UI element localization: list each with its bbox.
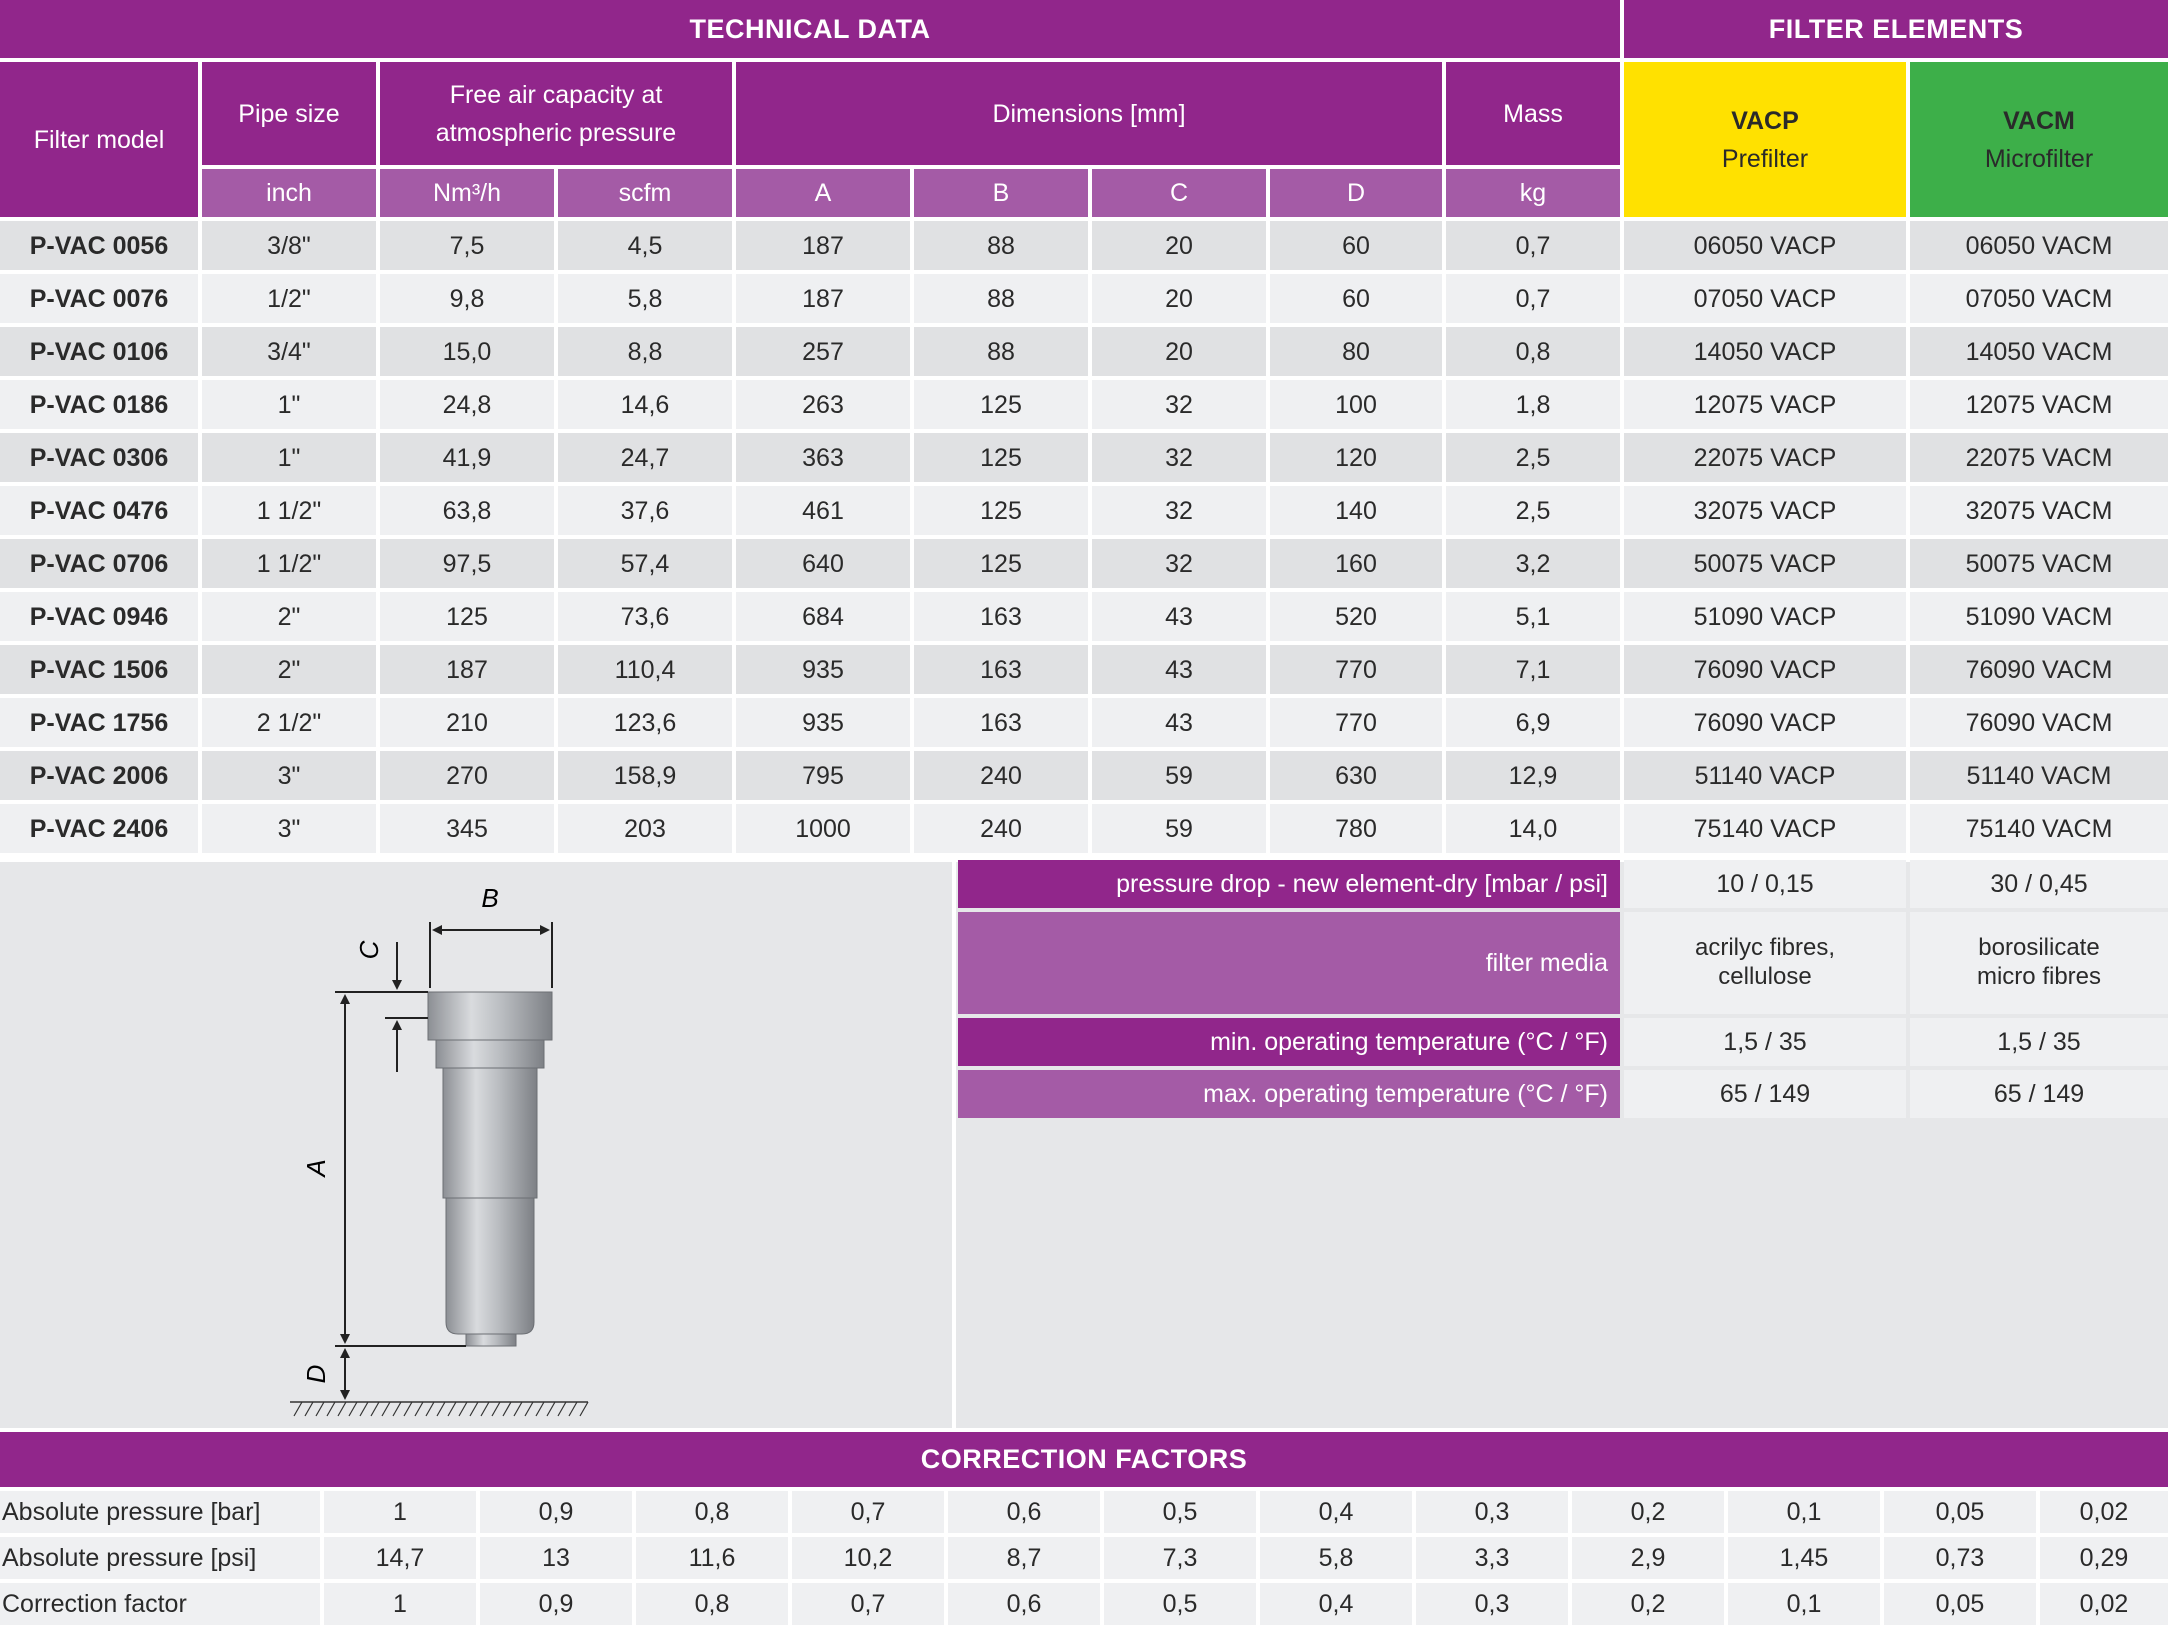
unit-b: B [914, 169, 1088, 217]
cell-model: P-VAC 0076 [0, 274, 198, 323]
cell-dim-d: 770 [1270, 698, 1442, 747]
cell-scfm: 37,6 [558, 486, 732, 535]
dim-label-c: C [354, 940, 384, 960]
correction-value: 0,5 [1104, 1583, 1256, 1625]
cell-model: P-VAC 0106 [0, 327, 198, 376]
cell-dim-a: 187 [736, 221, 910, 270]
cell-dim-a: 1000 [736, 804, 910, 853]
filter-elements-title: FILTER ELEMENTS [1624, 0, 2168, 58]
cell-pipe-size: 2" [202, 592, 376, 641]
cell-vacm-element: 51090 VACM [1910, 592, 2168, 641]
vacp-title: VACP [1731, 106, 1799, 135]
cell-vacp-element: 14050 VACP [1624, 327, 1906, 376]
vacm-title: VACM [2003, 106, 2075, 135]
cell-dim-b: 88 [914, 327, 1088, 376]
cell-dim-a: 935 [736, 698, 910, 747]
vacp-header [1624, 62, 1906, 217]
spec-filter-media-label: filter media [958, 912, 1620, 1014]
cell-vacm-element: 75140 VACM [1910, 804, 2168, 853]
cell-nm3h: 9,8 [380, 274, 554, 323]
cell-nm3h: 15,0 [380, 327, 554, 376]
unit-nm3h: Nm³/h [380, 169, 554, 217]
correction-value: 0,8 [636, 1583, 788, 1625]
cell-model: P-VAC 0706 [0, 539, 198, 588]
cell-dim-d: 60 [1270, 221, 1442, 270]
cell-vacm-element: 06050 VACM [1910, 221, 2168, 270]
correction-value: 1 [324, 1491, 476, 1533]
correction-value: 0,29 [2040, 1537, 2168, 1579]
correction-value: 0,8 [636, 1491, 788, 1533]
cell-dim-a: 257 [736, 327, 910, 376]
cell-nm3h: 187 [380, 645, 554, 694]
cell-dim-b: 125 [914, 380, 1088, 429]
spec-min-temp-vacp: 1,5 / 35 [1624, 1018, 1906, 1066]
cell-dim-b: 125 [914, 433, 1088, 482]
cell-mass: 6,9 [1446, 698, 1620, 747]
cell-model: P-VAC 0056 [0, 221, 198, 270]
cell-dim-d: 140 [1270, 486, 1442, 535]
cell-mass: 1,8 [1446, 380, 1620, 429]
cell-nm3h: 210 [380, 698, 554, 747]
cell-pipe-size: 1/2" [202, 274, 376, 323]
cell-model: P-VAC 0946 [0, 592, 198, 641]
cell-model: P-VAC 0186 [0, 380, 198, 429]
cell-vacp-element: 12075 VACP [1624, 380, 1906, 429]
cell-dim-c: 32 [1092, 380, 1266, 429]
cell-dim-a: 684 [736, 592, 910, 641]
cell-scfm: 158,9 [558, 751, 732, 800]
capacity-header-line1: Free air capacity at [449, 80, 663, 109]
cell-vacp-element: 76090 VACP [1624, 645, 1906, 694]
cell-dim-c: 20 [1092, 274, 1266, 323]
correction-value: 0,73 [1884, 1537, 2036, 1579]
cell-mass: 0,7 [1446, 221, 1620, 270]
vacp-subtitle: Prefilter [1721, 144, 1809, 173]
cell-nm3h: 41,9 [380, 433, 554, 482]
spec-filter-media-vacm: borosilicate micro fibres [1910, 912, 2168, 1014]
cell-scfm: 5,8 [558, 274, 732, 323]
spec-pressure-drop-label: pressure drop - new element-dry [mbar / psi] [958, 860, 1620, 908]
diagram-panel [0, 862, 952, 1428]
correction-value: 5,8 [1260, 1537, 1412, 1579]
cell-mass: 3,2 [1446, 539, 1620, 588]
cell-vacm-element: 76090 VACM [1910, 645, 2168, 694]
cell-dim-a: 363 [736, 433, 910, 482]
filter-housing-shape [428, 992, 552, 1346]
cell-pipe-size: 3/8" [202, 221, 376, 270]
cell-dim-d: 100 [1270, 380, 1442, 429]
correction-value: 0,3 [1416, 1583, 1568, 1625]
cell-dim-b: 88 [914, 274, 1088, 323]
correction-value: 0,02 [2040, 1491, 2168, 1533]
cell-dim-d: 630 [1270, 751, 1442, 800]
correction-value: 0,2 [1572, 1583, 1724, 1625]
unit-inch: inch [202, 169, 376, 217]
capacity-header-line2: atmospheric pressure [435, 118, 677, 147]
cell-dim-b: 163 [914, 698, 1088, 747]
cell-vacp-element: 32075 VACP [1624, 486, 1906, 535]
cell-dim-c: 59 [1092, 751, 1266, 800]
cell-mass: 7,1 [1446, 645, 1620, 694]
cell-dim-c: 59 [1092, 804, 1266, 853]
unit-scfm: scfm [558, 169, 732, 217]
correction-value: 7,3 [1104, 1537, 1256, 1579]
cell-scfm: 57,4 [558, 539, 732, 588]
correction-value: 0,1 [1728, 1491, 1880, 1533]
vacm-header [1910, 62, 2168, 217]
cell-pipe-size: 3" [202, 804, 376, 853]
cell-dim-c: 32 [1092, 539, 1266, 588]
cell-dim-c: 20 [1092, 327, 1266, 376]
cell-mass: 14,0 [1446, 804, 1620, 853]
cell-dim-b: 240 [914, 751, 1088, 800]
cell-dim-b: 163 [914, 592, 1088, 641]
cell-pipe-size: 1 1/2" [202, 486, 376, 535]
spec-max-temp-vacm: 65 / 149 [1910, 1070, 2168, 1118]
cell-vacm-element: 32075 VACM [1910, 486, 2168, 535]
cell-mass: 2,5 [1446, 433, 1620, 482]
spec-max-temp-label: max. operating temperature (°C / °F) [958, 1070, 1620, 1118]
cell-vacp-element: 50075 VACP [1624, 539, 1906, 588]
cell-nm3h: 345 [380, 804, 554, 853]
cell-dim-d: 770 [1270, 645, 1442, 694]
unit-a: A [736, 169, 910, 217]
cell-pipe-size: 1" [202, 380, 376, 429]
cell-pipe-size: 3/4" [202, 327, 376, 376]
cell-scfm: 24,7 [558, 433, 732, 482]
cell-dim-b: 163 [914, 645, 1088, 694]
dim-label-a: A [301, 1159, 331, 1177]
cell-vacm-element: 51140 VACM [1910, 751, 2168, 800]
cell-dim-a: 461 [736, 486, 910, 535]
cell-dim-a: 640 [736, 539, 910, 588]
cell-dim-a: 935 [736, 645, 910, 694]
correction-value: 1 [324, 1583, 476, 1625]
cell-dim-d: 780 [1270, 804, 1442, 853]
correction-value: 0,7 [792, 1583, 944, 1625]
correction-value: 0,7 [792, 1491, 944, 1533]
cell-dim-a: 187 [736, 274, 910, 323]
filter-housing-diagram [0, 862, 952, 1428]
cell-dim-d: 60 [1270, 274, 1442, 323]
cell-vacm-element: 50075 VACM [1910, 539, 2168, 588]
cell-mass: 0,8 [1446, 327, 1620, 376]
correction-value: 0,4 [1260, 1491, 1412, 1533]
cell-mass: 0,7 [1446, 274, 1620, 323]
cell-dim-c: 32 [1092, 486, 1266, 535]
filter-model-header: Filter model [0, 62, 198, 217]
correction-value: 0,02 [2040, 1583, 2168, 1625]
cell-dim-d: 160 [1270, 539, 1442, 588]
spec-max-temp-vacp: 65 / 149 [1624, 1070, 1906, 1118]
cell-nm3h: 270 [380, 751, 554, 800]
spec-pressure-drop-vacp: 10 / 0,15 [1624, 860, 1906, 908]
cell-dim-b: 240 [914, 804, 1088, 853]
cell-pipe-size: 1 1/2" [202, 539, 376, 588]
cell-nm3h: 97,5 [380, 539, 554, 588]
cell-mass: 12,9 [1446, 751, 1620, 800]
correction-value: 8,7 [948, 1537, 1100, 1579]
cell-vacp-element: 76090 VACP [1624, 698, 1906, 747]
cell-model: P-VAC 1756 [0, 698, 198, 747]
cell-model: P-VAC 2406 [0, 804, 198, 853]
correction-value: 0,9 [480, 1491, 632, 1533]
spec-pressure-drop-vacm: 30 / 0,45 [1910, 860, 2168, 908]
correction-value: 3,3 [1416, 1537, 1568, 1579]
cell-dim-d: 80 [1270, 327, 1442, 376]
correction-value: 0,2 [1572, 1491, 1724, 1533]
cell-dim-b: 125 [914, 486, 1088, 535]
cell-vacm-element: 07050 VACM [1910, 274, 2168, 323]
cell-scfm: 14,6 [558, 380, 732, 429]
dim-label-b: B [481, 883, 499, 913]
cell-mass: 2,5 [1446, 486, 1620, 535]
spec-filter-media-vacp: acrilyc fibres, cellulose [1624, 912, 1906, 1014]
correction-value: 0,05 [1884, 1583, 2036, 1625]
correction-value: 0,5 [1104, 1491, 1256, 1533]
cell-vacm-element: 22075 VACM [1910, 433, 2168, 482]
correction-value: 1,45 [1728, 1537, 1880, 1579]
cell-vacp-element: 22075 VACP [1624, 433, 1906, 482]
cell-nm3h: 7,5 [380, 221, 554, 270]
correction-value: 13 [480, 1537, 632, 1579]
unit-d: D [1270, 169, 1442, 217]
unit-kg: kg [1446, 169, 1620, 217]
cell-vacm-element: 12075 VACM [1910, 380, 2168, 429]
cell-dim-c: 43 [1092, 645, 1266, 694]
correction-value: 2,9 [1572, 1537, 1724, 1579]
cell-pipe-size: 3" [202, 751, 376, 800]
vacm-subtitle: Microfilter [1984, 144, 2094, 173]
technical-data-title: TECHNICAL DATA [0, 0, 1620, 58]
cell-dim-c: 32 [1092, 433, 1266, 482]
spec-min-temp-label: min. operating temperature (°C / °F) [958, 1018, 1620, 1066]
cell-dim-d: 520 [1270, 592, 1442, 641]
cell-nm3h: 125 [380, 592, 554, 641]
cell-dim-b: 125 [914, 539, 1088, 588]
cell-pipe-size: 2" [202, 645, 376, 694]
cell-dim-a: 263 [736, 380, 910, 429]
cell-nm3h: 63,8 [380, 486, 554, 535]
pipe-size-header: Pipe size [202, 62, 376, 165]
correction-value: 0,6 [948, 1583, 1100, 1625]
correction-value: 0,9 [480, 1583, 632, 1625]
cell-vacm-element: 76090 VACM [1910, 698, 2168, 747]
correction-row-label: Absolute pressure [bar] [0, 1491, 320, 1533]
correction-value: 0,4 [1260, 1583, 1412, 1625]
spec-min-temp-vacm: 1,5 / 35 [1910, 1018, 2168, 1066]
unit-c: C [1092, 169, 1266, 217]
cell-model: P-VAC 0476 [0, 486, 198, 535]
correction-value: 10,2 [792, 1537, 944, 1579]
correction-value: 0,05 [1884, 1491, 2036, 1533]
cell-vacp-element: 06050 VACP [1624, 221, 1906, 270]
cell-scfm: 4,5 [558, 221, 732, 270]
correction-value: 11,6 [636, 1537, 788, 1579]
cell-dim-a: 795 [736, 751, 910, 800]
cell-vacp-element: 75140 VACP [1624, 804, 1906, 853]
correction-value: 0,3 [1416, 1491, 1568, 1533]
dimensions-header: Dimensions [mm] [736, 62, 1442, 165]
cell-dim-c: 43 [1092, 592, 1266, 641]
cell-mass: 5,1 [1446, 592, 1620, 641]
cell-vacp-element: 51140 VACP [1624, 751, 1906, 800]
cell-pipe-size: 1" [202, 433, 376, 482]
correction-factors-title: CORRECTION FACTORS [0, 1432, 2168, 1487]
dim-label-d: D [301, 1364, 331, 1384]
cell-vacp-element: 07050 VACP [1624, 274, 1906, 323]
cell-dim-c: 20 [1092, 221, 1266, 270]
cell-scfm: 8,8 [558, 327, 732, 376]
correction-value: 0,1 [1728, 1583, 1880, 1625]
mass-header: Mass [1446, 62, 1620, 165]
cell-model: P-VAC 1506 [0, 645, 198, 694]
cell-scfm: 203 [558, 804, 732, 853]
cell-scfm: 110,4 [558, 645, 732, 694]
correction-row-label: Correction factor [0, 1583, 320, 1625]
cell-model: P-VAC 2006 [0, 751, 198, 800]
correction-value: 0,6 [948, 1491, 1100, 1533]
cell-nm3h: 24,8 [380, 380, 554, 429]
cell-dim-c: 43 [1092, 698, 1266, 747]
capacity-header [380, 62, 732, 165]
cell-scfm: 73,6 [558, 592, 732, 641]
ground-hatch-lines [294, 1402, 588, 1416]
correction-value: 14,7 [324, 1537, 476, 1579]
cell-pipe-size: 2 1/2" [202, 698, 376, 747]
cell-scfm: 123,6 [558, 698, 732, 747]
cell-dim-b: 88 [914, 221, 1088, 270]
cell-model: P-VAC 0306 [0, 433, 198, 482]
correction-row-label: Absolute pressure [psi] [0, 1537, 320, 1579]
cell-vacp-element: 51090 VACP [1624, 592, 1906, 641]
cell-vacm-element: 14050 VACM [1910, 327, 2168, 376]
cell-dim-d: 120 [1270, 433, 1442, 482]
